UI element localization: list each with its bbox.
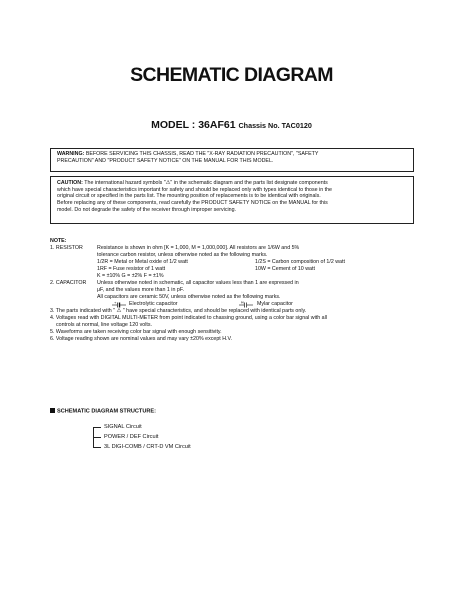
resistor-mark-1-2r: 1/2R = Metal or Metal oxide of 1/2 watt xyxy=(97,259,188,265)
square-bullet-icon xyxy=(50,408,55,413)
structure-item-signal: SIGNAL Circuit xyxy=(104,424,142,430)
capacitor-line-1: Unless otherwise noted in schematic, all capacitor values less than 1 are expressed in xyxy=(97,280,299,286)
note-5: 5. Waveforms are taken receiving color bar signal with enough sensitivity. xyxy=(50,329,222,335)
tree-branch-line xyxy=(93,427,101,428)
mylar-capacitor-label: Mylar capacitor xyxy=(257,301,293,307)
notes-header: NOTE: xyxy=(50,238,67,244)
note-4: 4. Voltages read with DIGITAL MULTI-METER from point indicated to chassing ground, using a color bar signal with all xyxy=(50,315,327,321)
capacitor-line-2: μF, and the values more than 1 in pF. xyxy=(97,287,184,293)
resistor-label: 1. RESISTOR xyxy=(50,245,83,251)
resistor-mark-10w: 10W = Cement of 10 watt xyxy=(255,266,315,272)
tree-branch-line xyxy=(93,437,101,438)
structure-item-3l-digi-comb: 3L DIGI-COMB / CRT-D VM Circuit xyxy=(104,444,191,450)
model-label: MODEL : xyxy=(151,119,196,131)
structure-header xyxy=(50,408,156,415)
caution-line-5: model. Do not degrade the safety of the receiver through improper servicing. xyxy=(57,206,237,213)
note-4-continued: controls at normal, line voltage 120 volts. xyxy=(56,322,152,328)
model-value: 36AF61 xyxy=(198,119,236,131)
capacitor-line-3: All capacitors are ceramic 50V, unless otherwise noted as the following marks. xyxy=(97,294,281,300)
warning-box xyxy=(50,148,414,172)
resistor-line-2: tolerance carbon resistor, unless otherwise noted as the following marks. xyxy=(97,252,268,258)
note-6: 6. Voltage reading shown are nominal values and may vary ±20% except H.V. xyxy=(50,336,233,342)
resistor-mark-1-2s: 1/2S = Carbon composition of 1/2 watt xyxy=(255,259,345,265)
resistor-line-1: Resistance is shown in ohm [K = 1,000, M = 1,000,000]. All resistors are 1/6W and 5% xyxy=(97,245,300,251)
tree-branch-line xyxy=(93,447,101,448)
capacitor-label: 2. CAPACITOR xyxy=(50,280,87,286)
note-3: 3. The parts indicated with " ⚠ " have special characteristics, and should be replaced with identical parts only. xyxy=(50,308,307,314)
chassis-number: Chassis No. TAC0120 xyxy=(238,121,312,130)
warning-line-2: PRECAUTION" AND "PRODUCT SAFETY NOTICE" ON THE MANUAL FOR THIS MODEL. xyxy=(57,157,274,164)
model-line xyxy=(0,119,463,131)
warning-line-1: BEFORE SERVICING THIS CHASSIS, READ THE "X-RAY RADIATION PRECAUTION", "SAFETY xyxy=(85,151,319,157)
structure-header-text: SCHEMATIC DIAGRAM STRUCTURE: xyxy=(57,408,157,415)
electrolytic-capacitor-label: Electrolytic capacitor xyxy=(129,301,178,307)
structure-tree xyxy=(93,424,233,460)
caution-label: CAUTION: xyxy=(57,180,83,186)
svg-text:+: + xyxy=(114,301,117,305)
caution-box xyxy=(50,176,414,224)
warning-label: WARNING: xyxy=(57,151,85,157)
structure-item-power-def: POWER / DEF Circuit xyxy=(104,434,159,440)
notes-section xyxy=(50,238,420,343)
svg-text:M: M xyxy=(241,301,244,305)
caution-line-2: which have special characteristics important for safety and should be replaced only with types identical to those in the xyxy=(57,186,332,193)
caution-line-4: Before replacing any of these components, read carefully the PRODUCT SAFETY NOTICE on the MANUAL for this xyxy=(57,200,328,207)
resistor-mark-1rf: 1RF = Fuse resistor of 1 watt xyxy=(97,266,166,272)
caution-line-3: original circuit or specified in the parts list. The mounting position of replacements is to be identical with originals. xyxy=(57,193,321,200)
caution-line-1: The international hazard symbols "⚠" in the schematic diagram and the parts list designate components xyxy=(84,180,328,186)
resistor-tolerance: K = ±10% G = ±2% F = ±1% xyxy=(97,273,164,279)
page-title: SCHEMATIC DIAGRAM xyxy=(130,64,333,86)
